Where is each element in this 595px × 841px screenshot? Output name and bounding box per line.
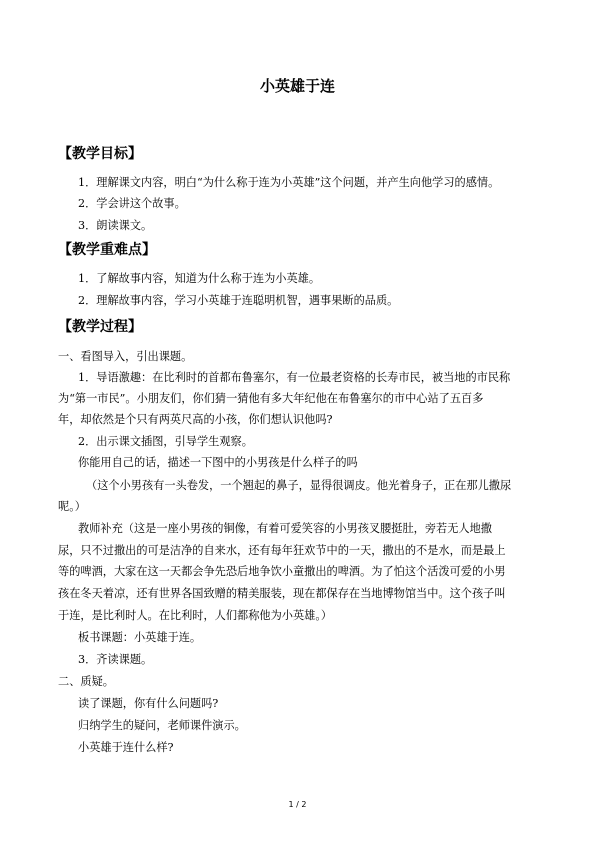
process-line: 3．齐读课题。 [78, 653, 153, 666]
process-line: （这个小男孩有一头卷发，一个翘起的鼻子，显得很调皮。他光着身子，正在那儿撒尿 [86, 479, 512, 492]
goal-item-3: 3．朗读课文。 [78, 219, 153, 232]
process-line: 于连，是比利时人。在比利时，人们都称他为小英雄。） [58, 609, 333, 622]
process-line: 板书课题：小英雄于连。 [78, 631, 202, 644]
process-line: 年，却依然是个只有两英尺高的小孩，你们想认识他吗? [58, 413, 333, 426]
key-point-item-2: 2．理解故事内容，学习小英雄于连聪明机智，遇事果断的品质。 [78, 294, 399, 307]
process-line: 归纳学生的疑问，老师课件演示。 [78, 719, 246, 732]
key-point-item-1: 1．了解故事内容，知道为什么称于连为小英雄。 [78, 272, 321, 285]
process-line: 教师补充（这是一座小男孩的铜像，有着可爱笑容的小男孩叉腰挺肚，旁若无人地撒 [78, 522, 492, 535]
document-title: 小英雄于连 [259, 77, 335, 95]
process-line: 为“第一市民”。小朋友们，你们猜一猜他有多大年纪他在布鲁塞尔的市中心站了五百多 [58, 392, 484, 405]
section-heading-key-points: 【教学重难点】 [58, 242, 156, 258]
process-line: 尿，只不过撒出的可是洁净的自来水，还有每年狂欢节中的一天，撒出的不是水，而是最上 [58, 544, 506, 557]
process-line: 一、看图导入，引出课题。 [58, 350, 193, 363]
process-line: 等的啤酒，大家在这一天都会争先恐后地争饮小童撒出的啤酒。为了怕这个活泼可爱的小男 [58, 565, 506, 578]
process-line: 2．出示课文插图，引导学生观察。 [78, 435, 253, 448]
process-line: 读了课题，你有什么问题吗? [78, 697, 219, 710]
section-heading-goals: 【教学目标】 [58, 146, 142, 162]
goal-item-2: 2．学会讲这个故事。 [78, 197, 186, 210]
process-line: 孩在冬天着凉，还有世界各国致赠的精美服装，现在都保存在当地博物馆当中。这个孩子叫 [58, 587, 506, 600]
section-heading-process: 【教学过程】 [58, 319, 142, 335]
process-line: 呢。） [58, 500, 86, 513]
process-line: 1．导语激趣：在比利时的首都布鲁塞尔，有一位最老资格的长寿市民，被当地的市民称 [78, 371, 511, 384]
page-number: 1 / 2 [288, 800, 307, 809]
process-line: 二、质疑。 [58, 675, 114, 688]
process-line: 小英雄于连什么样? [78, 741, 174, 754]
process-line: 你能用自己的话，描述一下图中的小男孩是什么样子的吗 [78, 456, 358, 469]
goal-item-1: 1．理解课文内容，明白“为什么称于连为小英雄”这个问题，并产生向他学习的感情。 [78, 176, 500, 189]
